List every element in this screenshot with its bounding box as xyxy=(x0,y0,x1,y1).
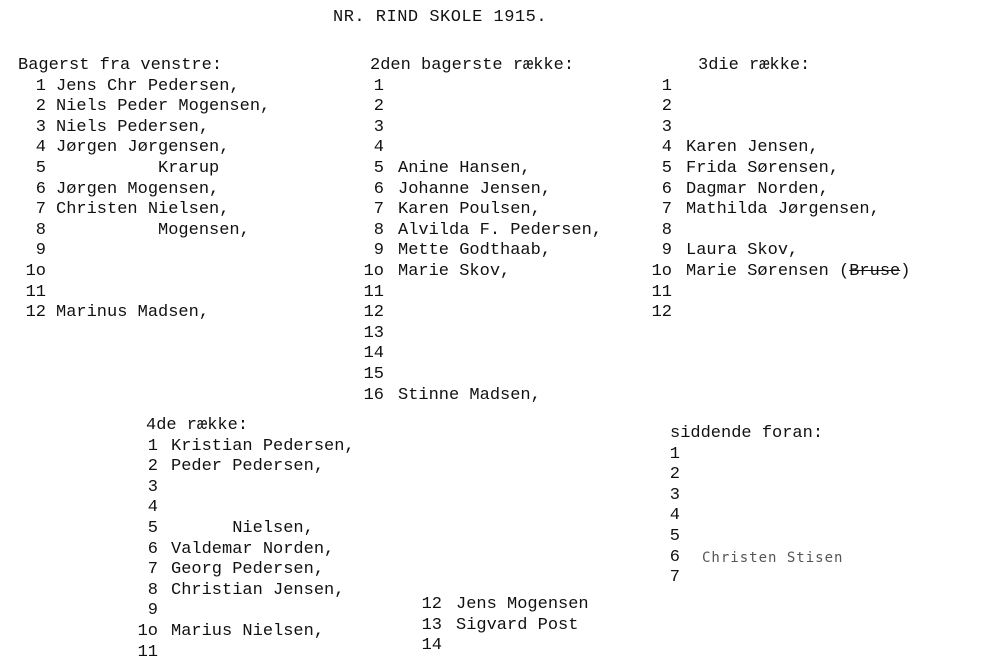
list-item xyxy=(18,221,270,242)
row-number: 14 xyxy=(421,636,442,656)
student-name xyxy=(680,486,702,507)
student-name: Anine Hansen, xyxy=(398,158,531,178)
row-number: 1o xyxy=(363,261,384,281)
student-name: Christen Stisen xyxy=(702,549,844,566)
row-number: 9 xyxy=(35,241,46,261)
student-name: Jens Mogensen xyxy=(456,595,589,614)
student-name xyxy=(158,601,171,622)
row-number: 4 xyxy=(35,138,46,158)
list-item xyxy=(668,548,843,569)
list-item xyxy=(356,324,602,345)
row-number: 2 xyxy=(35,97,46,117)
row-number: 1 xyxy=(35,76,46,96)
row-number: 12 xyxy=(421,595,442,614)
row-number: 16 xyxy=(363,385,384,405)
list-item xyxy=(18,262,270,283)
student-name xyxy=(46,241,56,262)
row-number: 12 xyxy=(363,303,384,323)
student-name: Krarup xyxy=(56,158,220,178)
list-item xyxy=(356,180,602,201)
list-item xyxy=(416,616,589,637)
student-name xyxy=(384,138,398,159)
list-item xyxy=(134,437,355,458)
student-name xyxy=(384,303,398,324)
row-number: 11 xyxy=(651,282,672,302)
list-item xyxy=(356,283,602,304)
row-number: 7 xyxy=(373,200,384,220)
list-item xyxy=(668,527,843,548)
student-name xyxy=(680,506,702,527)
student-name: Dagmar Norden, xyxy=(686,179,829,199)
student-name xyxy=(672,303,686,324)
student-name xyxy=(384,118,398,139)
student-name: Laura Skov, xyxy=(686,241,799,261)
list-item xyxy=(134,519,355,540)
row-number: 11 xyxy=(25,282,46,302)
student-name: Christen Nielsen, xyxy=(56,200,230,220)
row-number: 3 xyxy=(35,117,46,137)
row-number: 2 xyxy=(661,97,672,117)
list-item xyxy=(648,97,910,118)
row-number: 2 xyxy=(669,465,680,485)
list-item xyxy=(648,77,910,98)
column-header: 4de række: xyxy=(146,416,249,435)
student-name xyxy=(384,77,398,98)
student-name: Mathilda Jørgensen, xyxy=(686,200,880,220)
list-item xyxy=(18,159,270,180)
student-name: Karen Jensen, xyxy=(686,138,819,158)
row-number: 6 xyxy=(373,179,384,199)
student-name xyxy=(158,498,171,519)
row-number: 15 xyxy=(363,364,384,384)
list-item xyxy=(18,138,270,159)
struck-out-name: Bruse xyxy=(849,261,901,281)
list-item xyxy=(18,303,270,324)
student-name: Kristian Pedersen, xyxy=(171,436,355,456)
list-item xyxy=(668,506,843,527)
student-name xyxy=(672,221,686,242)
list-item xyxy=(668,486,843,507)
closing-parenthesis: ) xyxy=(900,261,911,281)
student-name xyxy=(46,262,56,283)
row-number: 12 xyxy=(25,303,46,323)
student-name xyxy=(680,465,702,486)
row-number: 9 xyxy=(661,241,672,261)
student-name: Georg Pedersen, xyxy=(171,560,325,580)
row-number: 13 xyxy=(421,615,442,635)
student-name: Stinne Madsen, xyxy=(398,385,541,405)
student-name: Johanne Jensen, xyxy=(398,179,552,199)
list-item xyxy=(18,241,270,262)
list-item xyxy=(356,344,602,365)
student-name xyxy=(384,97,398,118)
row-number: 8 xyxy=(373,220,384,240)
column-fourth-row xyxy=(134,416,355,663)
list-item xyxy=(648,262,910,283)
list-item xyxy=(356,97,602,118)
list-item xyxy=(134,540,355,561)
row-number: 5 xyxy=(669,526,680,546)
column-header: 3die række: xyxy=(698,56,811,75)
column-back-row xyxy=(18,56,270,324)
row-number: 1o xyxy=(651,261,672,281)
student-name xyxy=(672,118,686,139)
row-number: 6 xyxy=(35,179,46,199)
student-name xyxy=(384,324,398,345)
list-item xyxy=(18,77,270,98)
row-number: 5 xyxy=(661,158,672,178)
student-name xyxy=(680,527,702,548)
list-item xyxy=(668,465,843,486)
student-name xyxy=(672,77,686,98)
list-item xyxy=(648,221,910,242)
student-name xyxy=(672,97,686,118)
row-number: 14 xyxy=(363,344,384,364)
column-fourth-row-continued xyxy=(416,595,589,657)
row-number: 8 xyxy=(661,220,672,240)
list-item xyxy=(134,622,355,643)
row-number: 1 xyxy=(147,436,158,456)
student-name xyxy=(442,636,456,657)
row-number: 4 xyxy=(147,498,158,518)
list-item xyxy=(356,77,602,98)
row-number: 9 xyxy=(147,601,158,621)
list-item xyxy=(648,180,910,201)
list-item xyxy=(356,118,602,139)
column-second-row xyxy=(356,56,602,406)
list-item xyxy=(356,221,602,242)
list-item xyxy=(416,636,589,657)
student-name: Mette Godthaab, xyxy=(398,241,552,261)
row-number: 7 xyxy=(661,200,672,220)
column-seated-front xyxy=(668,424,843,589)
list-item xyxy=(356,303,602,324)
student-name: Christian Jensen, xyxy=(171,580,345,600)
row-number: 4 xyxy=(661,138,672,158)
column-third-row xyxy=(648,56,910,324)
row-number: 8 xyxy=(147,580,158,600)
list-item xyxy=(648,200,910,221)
list-item xyxy=(668,445,843,466)
row-number: 6 xyxy=(147,539,158,559)
row-number: 2 xyxy=(373,97,384,117)
student-name xyxy=(46,283,56,304)
list-item xyxy=(356,138,602,159)
list-item xyxy=(648,138,910,159)
student-name: Marie Sørensen ( xyxy=(686,261,850,281)
student-name: Marinus Madsen, xyxy=(56,303,210,323)
list-item xyxy=(18,200,270,221)
list-item xyxy=(134,560,355,581)
list-item xyxy=(134,478,355,499)
row-number: 5 xyxy=(373,158,384,178)
list-item xyxy=(134,601,355,622)
row-number: 9 xyxy=(373,241,384,261)
student-name xyxy=(384,344,398,365)
list-item xyxy=(356,262,602,283)
student-name: Jens Chr Pedersen, xyxy=(56,76,240,96)
row-number: 1o xyxy=(25,261,46,281)
student-name: Marie Skov, xyxy=(398,261,511,281)
student-name: Karen Poulsen, xyxy=(398,200,541,220)
row-number: 4 xyxy=(373,138,384,158)
list-item xyxy=(134,643,355,663)
student-name: Valdemar Norden, xyxy=(171,539,335,559)
student-name xyxy=(672,283,686,304)
row-number: 13 xyxy=(363,323,384,343)
row-number: 1o xyxy=(137,621,158,641)
row-number: 6 xyxy=(669,547,680,567)
list-item xyxy=(648,118,910,139)
row-number: 1 xyxy=(373,76,384,96)
student-name: Frida Sørensen, xyxy=(686,158,840,178)
student-name: Niels Pedersen, xyxy=(56,117,210,137)
page-title: NR. RIND SKOLE 1915. xyxy=(333,8,548,27)
list-item xyxy=(356,200,602,221)
student-name: Sigvard Post xyxy=(456,615,579,635)
row-number: 12 xyxy=(651,303,672,323)
student-name: Marius Nielsen, xyxy=(171,621,325,641)
student-name: Mogensen, xyxy=(56,220,250,240)
list-item xyxy=(648,241,910,262)
row-number: 11 xyxy=(363,282,384,302)
list-item xyxy=(18,97,270,118)
list-item xyxy=(134,581,355,602)
row-number: 8 xyxy=(35,220,46,240)
student-name: Niels Peder Mogensen, xyxy=(56,97,271,117)
row-number: 3 xyxy=(373,117,384,137)
student-name xyxy=(158,643,171,663)
list-item xyxy=(18,180,270,201)
row-number: 7 xyxy=(669,568,680,588)
row-number: 11 xyxy=(137,642,158,662)
column-header: siddende foran: xyxy=(670,424,824,443)
list-item xyxy=(18,283,270,304)
student-name xyxy=(384,283,398,304)
list-item xyxy=(648,303,910,324)
list-item xyxy=(356,386,602,407)
list-item xyxy=(134,498,355,519)
row-number: 4 xyxy=(669,506,680,526)
student-name: Jørgen Mogensen, xyxy=(56,179,220,199)
list-item xyxy=(356,365,602,386)
student-name xyxy=(158,478,171,499)
list-item xyxy=(134,457,355,478)
student-name: Jørgen Jørgensen, xyxy=(56,138,230,158)
list-item xyxy=(18,118,270,139)
student-name: Alvilda F. Pedersen, xyxy=(398,220,603,240)
column-header: Bagerst fra venstre: xyxy=(18,56,223,75)
list-item xyxy=(356,159,602,180)
row-number: 2 xyxy=(147,457,158,477)
row-number: 3 xyxy=(669,485,680,505)
row-number: 3 xyxy=(147,477,158,497)
list-item xyxy=(416,595,589,616)
student-name xyxy=(384,365,398,386)
row-number: 6 xyxy=(661,179,672,199)
row-number: 7 xyxy=(147,560,158,580)
student-name xyxy=(680,568,702,589)
student-name: Peder Pedersen, xyxy=(171,457,325,477)
student-name: Nielsen, xyxy=(171,518,314,538)
list-item xyxy=(356,241,602,262)
column-header: 2den bagerste række: xyxy=(370,56,575,75)
row-number: 5 xyxy=(147,518,158,538)
row-number: 7 xyxy=(35,200,46,220)
list-item xyxy=(668,568,843,589)
row-number: 5 xyxy=(35,158,46,178)
row-number: 1 xyxy=(669,444,680,464)
list-item xyxy=(648,159,910,180)
row-number: 3 xyxy=(661,117,672,137)
row-number: 1 xyxy=(661,76,672,96)
list-item xyxy=(648,283,910,304)
student-name xyxy=(680,445,702,466)
